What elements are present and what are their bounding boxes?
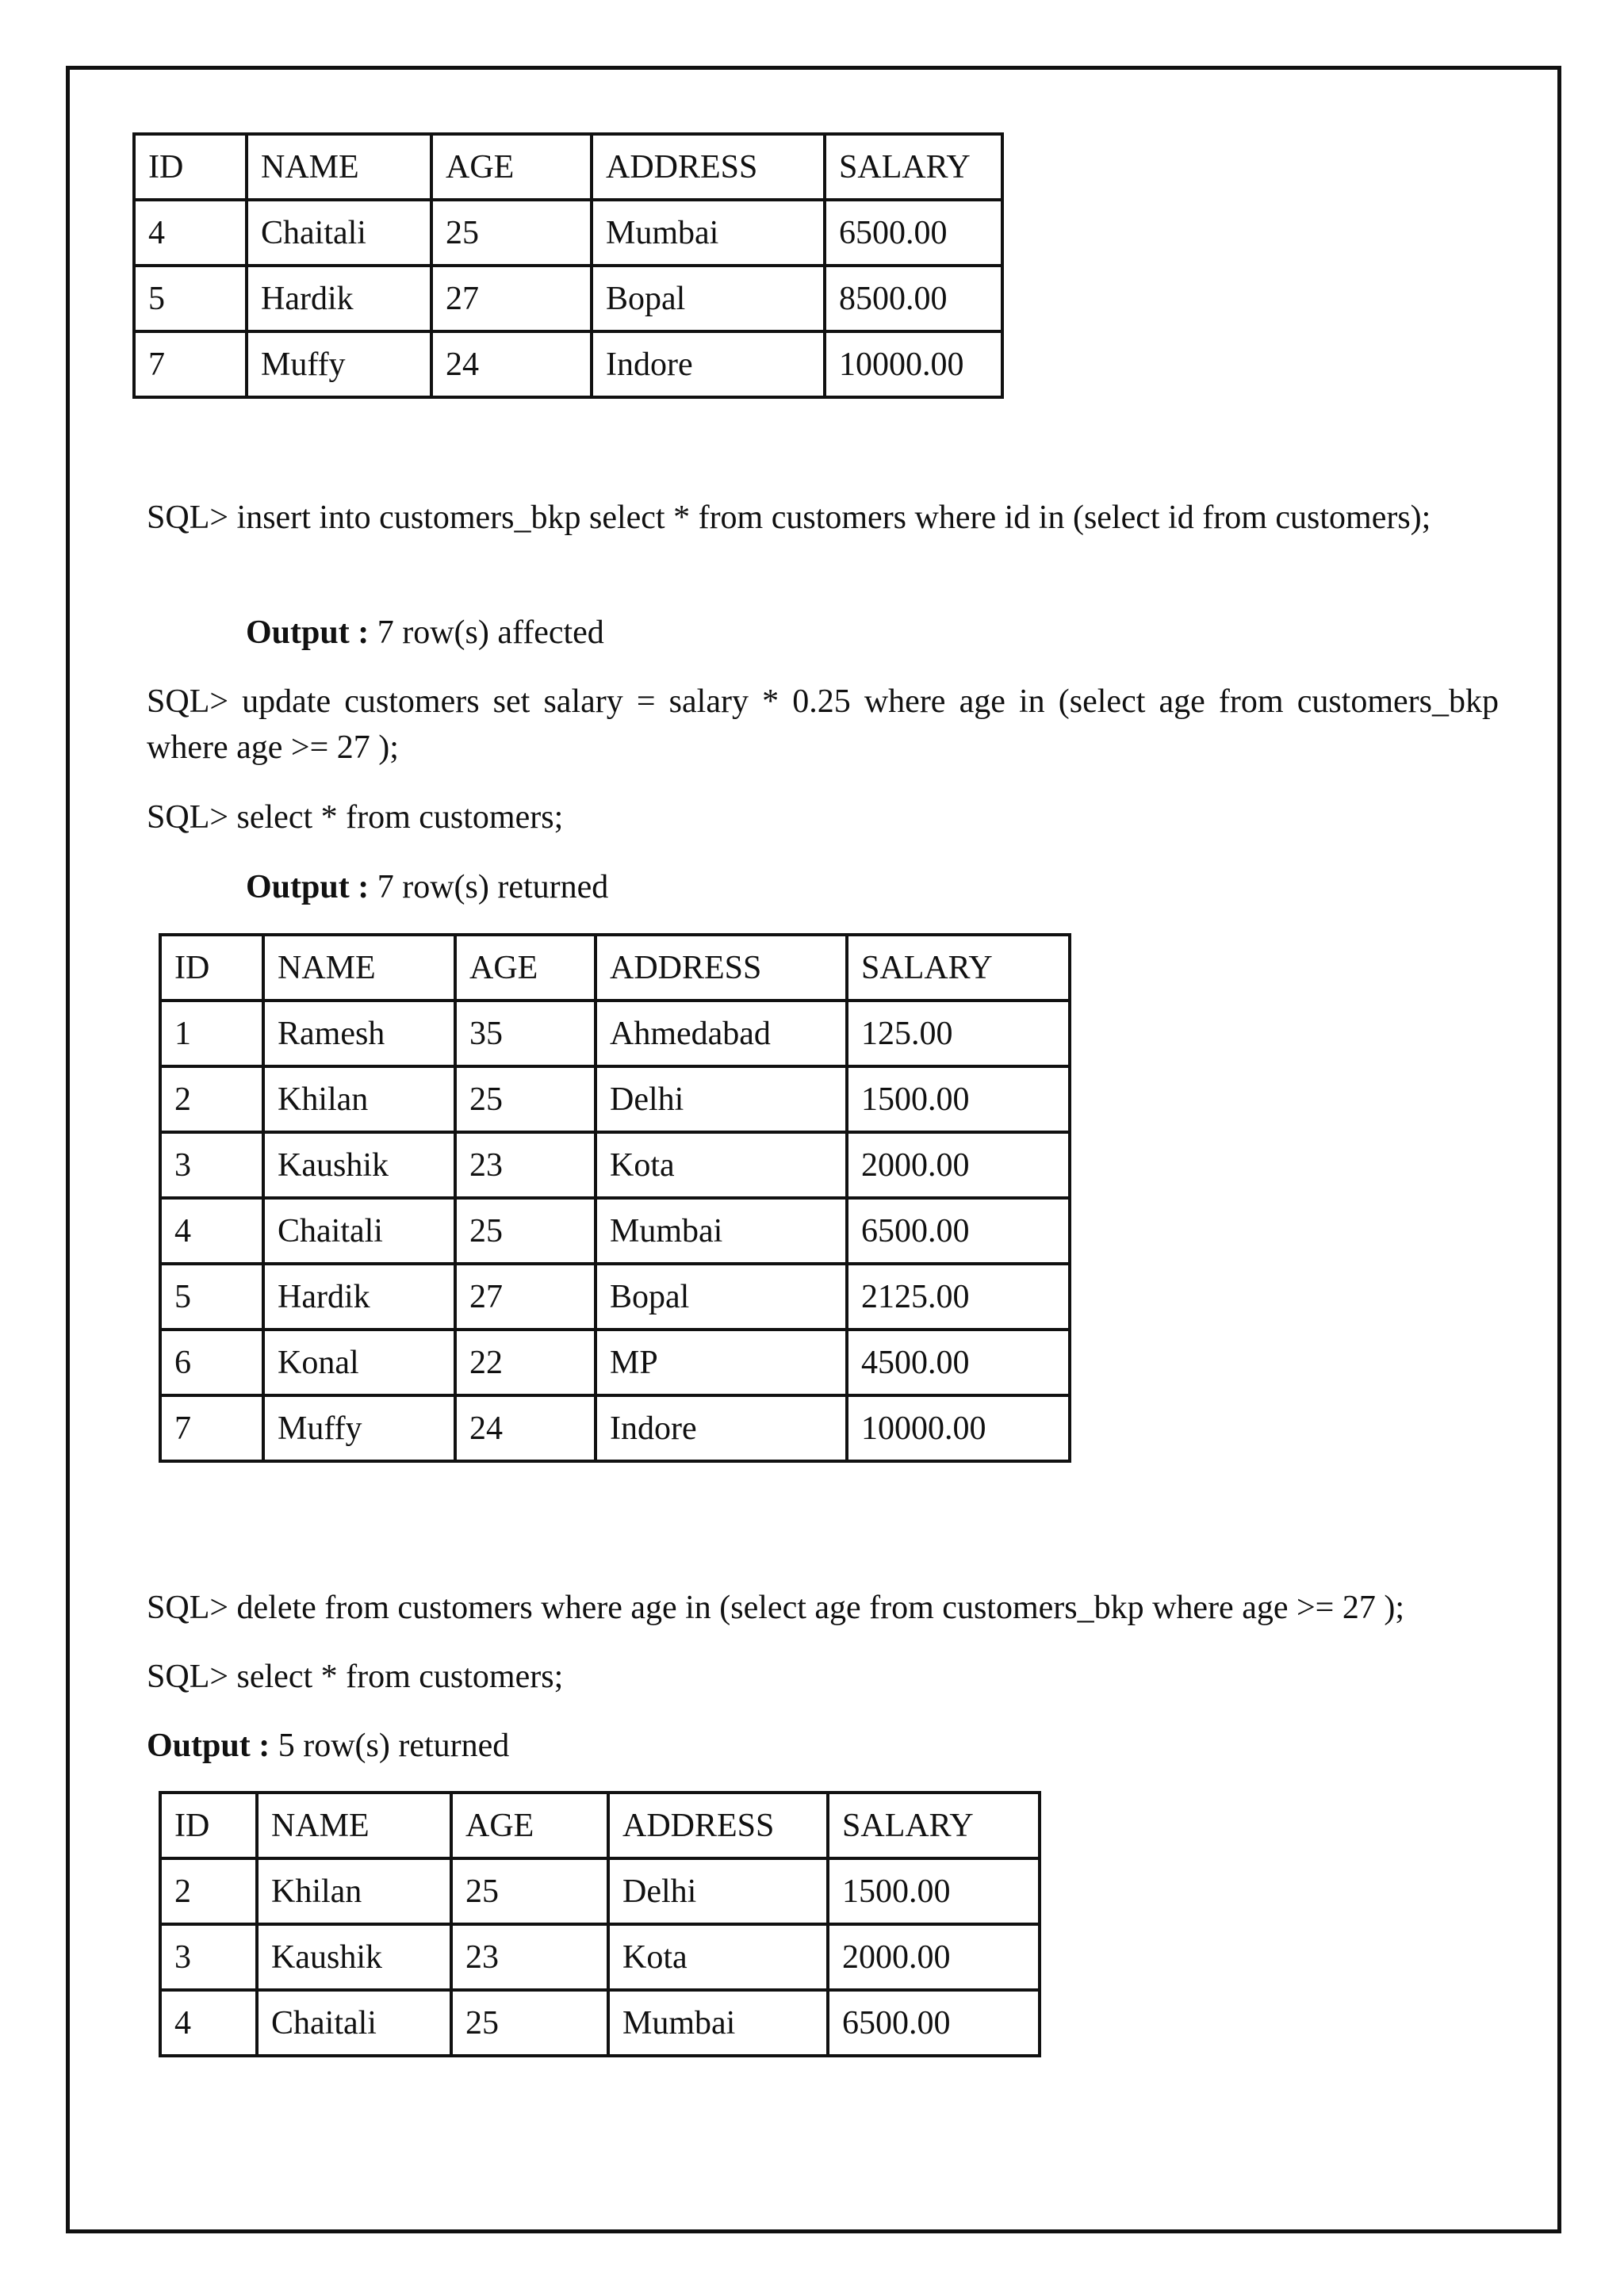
output-text: 7 row(s) returned	[369, 869, 609, 905]
table-cell: Chaitali	[257, 1990, 451, 2056]
table-row	[160, 1858, 1040, 1924]
table-cell: Chaitali	[247, 200, 431, 266]
table-cell: Ahmedabad	[596, 1001, 847, 1066]
table-cell: 22	[455, 1330, 596, 1395]
table-cell: 3	[160, 1924, 257, 1990]
table-cell: 4	[134, 200, 247, 266]
column-header: AGE	[431, 134, 592, 200]
column-header: ID	[160, 935, 263, 1001]
table-cell: Konal	[263, 1330, 455, 1395]
table-header-row	[160, 1793, 1040, 1858]
column-header: NAME	[257, 1793, 451, 1858]
table-cell: 6	[160, 1330, 263, 1395]
table-cell: Kota	[596, 1132, 847, 1198]
output-label: Output :	[147, 1728, 270, 1764]
table-cell: 25	[451, 1858, 608, 1924]
table-cell: Kota	[608, 1924, 828, 1990]
table-row	[134, 331, 1002, 397]
table-cell: Indore	[596, 1395, 847, 1461]
table-cell: 4500.00	[847, 1330, 1070, 1395]
sql-insert-statement: SQL> insert into customers_bkp select * from customers where id in (select id from customers);	[147, 499, 1431, 536]
table-cell: 2125.00	[847, 1264, 1070, 1330]
table-cell: 1500.00	[847, 1066, 1070, 1132]
column-header: ADDRESS	[592, 134, 825, 200]
table-cell: 6500.00	[828, 1990, 1040, 2056]
table-cell: Mumbai	[596, 1198, 847, 1264]
table-cell: Muffy	[263, 1395, 455, 1461]
table-cell: 4	[160, 1990, 257, 2056]
sql-update-statement: SQL> update customers set salary = salary * 0.25 where age in (select age from customers_bkp where age >= 27 );	[147, 683, 1499, 766]
customers-table-2	[159, 933, 1071, 1463]
sql-delete-statement: SQL> delete from customers where age in (select age from customers_bkp where age >= 27 );	[147, 1590, 1405, 1626]
table-header-row	[134, 134, 1002, 200]
column-header: SALARY	[825, 134, 1002, 200]
table-row	[134, 266, 1002, 331]
table-cell: 6500.00	[825, 200, 1002, 266]
table-cell: Bopal	[592, 266, 825, 331]
column-header: ADDRESS	[596, 935, 847, 1001]
table-cell: Mumbai	[592, 200, 825, 266]
column-header: SALARY	[828, 1793, 1040, 1858]
table-cell: 10000.00	[825, 331, 1002, 397]
table-row	[160, 1264, 1070, 1330]
table-cell: 8500.00	[825, 266, 1002, 331]
column-header: AGE	[451, 1793, 608, 1858]
column-header: ID	[160, 1793, 257, 1858]
table-cell: Hardik	[247, 266, 431, 331]
table-cell: 23	[455, 1132, 596, 1198]
table-cell: Kaushik	[263, 1132, 455, 1198]
table-cell: 25	[431, 200, 592, 266]
table-row	[134, 200, 1002, 266]
column-header: ADDRESS	[608, 1793, 828, 1858]
table-cell: 6500.00	[847, 1198, 1070, 1264]
column-header: NAME	[263, 935, 455, 1001]
table-cell: 2000.00	[828, 1924, 1040, 1990]
table-row	[160, 1395, 1070, 1461]
table-cell: 25	[455, 1066, 596, 1132]
table-cell: 27	[431, 266, 592, 331]
table-cell: 2000.00	[847, 1132, 1070, 1198]
table-row	[160, 1330, 1070, 1395]
table-cell: 125.00	[847, 1001, 1070, 1066]
table-cell: 7	[134, 331, 247, 397]
output-label: Output :	[246, 869, 370, 905]
table-row	[160, 1198, 1070, 1264]
sql-select-statement-1: SQL> select * from customers;	[147, 799, 564, 836]
output-label: Output :	[246, 614, 370, 651]
table-cell: 2	[160, 1066, 263, 1132]
output-select-1	[246, 864, 608, 910]
table-cell: 1500.00	[828, 1858, 1040, 1924]
table-cell: Mumbai	[608, 1990, 828, 2056]
table-cell: Delhi	[596, 1066, 847, 1132]
column-header: AGE	[455, 935, 596, 1001]
customers-table-3	[159, 1791, 1041, 2057]
column-header: SALARY	[847, 935, 1070, 1001]
table-cell: 5	[134, 266, 247, 331]
table-header-row	[160, 935, 1070, 1001]
table-cell: Chaitali	[263, 1198, 455, 1264]
table-cell: MP	[596, 1330, 847, 1395]
table-row	[160, 1132, 1070, 1198]
table-cell: 7	[160, 1395, 263, 1461]
table-cell: 25	[455, 1198, 596, 1264]
table-cell: Delhi	[608, 1858, 828, 1924]
table-row	[160, 1001, 1070, 1066]
table-cell: Khilan	[257, 1858, 451, 1924]
column-header: NAME	[247, 134, 431, 200]
table-cell: 1	[160, 1001, 263, 1066]
table-cell: 35	[455, 1001, 596, 1066]
table-cell: 24	[455, 1395, 596, 1461]
output-insert	[246, 610, 604, 656]
output-text: 7 row(s) affected	[369, 614, 604, 651]
table-cell: 5	[160, 1264, 263, 1330]
output-select-2	[147, 1723, 509, 1769]
table-cell: 23	[451, 1924, 608, 1990]
table-cell: Khilan	[263, 1066, 455, 1132]
table-cell: 4	[160, 1198, 263, 1264]
table-cell: Kaushik	[257, 1924, 451, 1990]
output-text: 5 row(s) returned	[270, 1728, 510, 1764]
table-cell: 2	[160, 1858, 257, 1924]
customers-table-1	[132, 132, 1004, 399]
table-cell: 3	[160, 1132, 263, 1198]
sql-select-statement-2: SQL> select * from customers;	[147, 1659, 564, 1695]
table-cell: 24	[431, 331, 592, 397]
table-cell: Indore	[592, 331, 825, 397]
table-row	[160, 1924, 1040, 1990]
table-cell: 27	[455, 1264, 596, 1330]
table-cell: Hardik	[263, 1264, 455, 1330]
table-cell: Ramesh	[263, 1001, 455, 1066]
table-row	[160, 1990, 1040, 2056]
table-cell: 10000.00	[847, 1395, 1070, 1461]
table-cell: Muffy	[247, 331, 431, 397]
table-row	[160, 1066, 1070, 1132]
column-header: ID	[134, 134, 247, 200]
table-cell: 25	[451, 1990, 608, 2056]
table-cell: Bopal	[596, 1264, 847, 1330]
